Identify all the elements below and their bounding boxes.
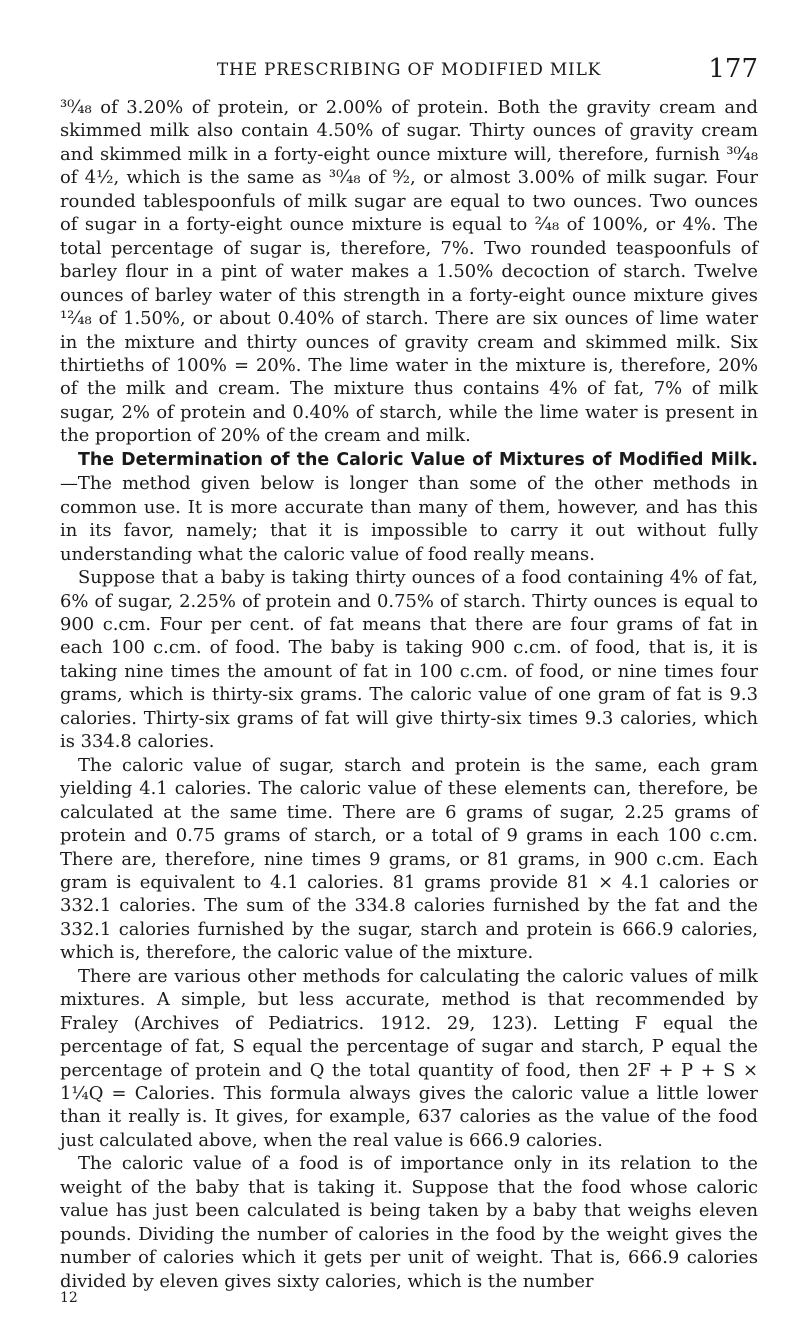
paragraph-caloric-heading [60, 448, 758, 566]
paragraph-text: ³⁰⁄₄₈ of 3.20% of protein, or 2.00% of protein. Both the gravity cream and skimmed milk also contain 4.50% of sugar. Thirty ounces of gravity cream and skimmed milk in a forty-eight ounce mixture will, therefore, furnish ³⁰⁄₄₈ of 4½, which is the same as ³⁰⁄₄₈ of ⁹⁄₂, or almost 3.00% of milk sugar. Four rounded tablespoonfuls of milk sugar are equal to two ounces. Two ounces of sugar in a forty-eight ounce mixture is equal to ²⁄₄₈ of 100%, or 4%. The total percentage of sugar is, therefore, 7%. Two rounded teaspoonfuls of barley flour in a pint of water makes a 1.50% decoction of starch. Twelve ounces of barley water of this strength in a forty-eight ounce mixture gives ¹²⁄₄₈ of 1.50%, or about 0.40% of starch. There are six ounces of lime water in the mixture and thirty ounces of gravity cream and skimmed milk. Six thirtieths of 100% = 20%. The lime water in the mixture is, therefore, 20% of the milk and cream. The mixture thus contains 4% of fat, 7% of milk sugar, 2% of protein and 0.40% of starch, while the lime water is present in the proportion of 20% of the cream and milk. [60, 97, 758, 447]
paragraph-text: There are various other methods for calculating the caloric values of milk mixtures. A simple, but less accurate, method is that recommended by Fraley (Archives of Pediatrics. 1912. 29, 123). Letting F equal the percentage of fat, S equal the percentage of sugar and starch, P equal the percentage of protein and Q the total quantity of food, then 2F + P + S × 1¼Q = Calories. This formula always gives the caloric value a little lower than it really is. It gives, for example, 637 calories as the value of the food just calculated above, when the real value is 666.9 calories. [60, 965, 758, 1151]
paragraph-weight-relation [60, 1152, 758, 1293]
paragraph-other-methods [60, 965, 758, 1153]
running-title: THE PRESCRIBING OF MODIFIED MILK [216, 60, 602, 80]
paragraph-continued [60, 96, 758, 448]
page-number: 177 [708, 54, 758, 84]
paragraph-text: The caloric value of a food is of importance only in its relation to the weight of the baby that is taking it. Suppose that the food whose caloric value has just been calculated is being taken by a baby that weighs eleven pounds. Dividing the number of calories in the food by the weight gives the number of calories which it gets per unit of weight. That is, 666.9 calories divided by eleven gives sixty calories, which is the number [60, 1153, 758, 1292]
section-heading: The Determination of the Caloric Value of Mixtures of Modified Milk. [78, 449, 758, 470]
paragraph-text: Suppose that a baby is taking thirty ounces of a food containing 4% of fat, 6% of sugar, 2.25% of protein and 0.75% of starch. Thirty ounces is equal to 900 c.cm. Four per cent. of fat means that there are four grams of fat in each 100 c.cm. of food. The baby is taking 900 c.cm. of food, that is, it is taking nine times the amount of fat in 100 c.cm. of food, or nine times four grams, which is thirty-six grams. The caloric value of one gram of fat is 9.3 calories. Thirty-six grams of fat will give thirty-six times 9.3 calories, which is 334.8 calories. [60, 567, 758, 753]
signature-mark: 12 [60, 1290, 78, 1306]
running-head [60, 54, 758, 84]
paragraph-text: The caloric value of sugar, starch and protein is the same, each gram yielding 4.1 calories. The caloric value of these elements can, therefore, be calculated at the same time. There are 6 grams of sugar, 2.25 grams of protein and 0.75 grams of starch, or a total of 9 grams in each 100 c.cm. There are, therefore, nine times 9 grams, or 81 grams, in 900 c.cm. Each gram is equivalent to 4.1 calories. 81 grams provide 81 × 4.1 calories or 332.1 calories. The sum of the 334.8 calories furnished by the fat and the 332.1 calories furnished by the sugar, starch and protein is 666.9 calories, which is, therefore, the caloric value of the mixture. [60, 754, 758, 964]
paragraph-sugar-starch-protein [60, 754, 758, 965]
paragraph-text: —The method given below is longer than some of the other methods in common use. It is more accurate than many of them, however, and has this in its favor, namely; that it is impossible to carry it out without fully understanding what the caloric value of food really means. [60, 473, 758, 565]
paragraph-fat-calculation [60, 566, 758, 754]
body-text [60, 96, 758, 1293]
